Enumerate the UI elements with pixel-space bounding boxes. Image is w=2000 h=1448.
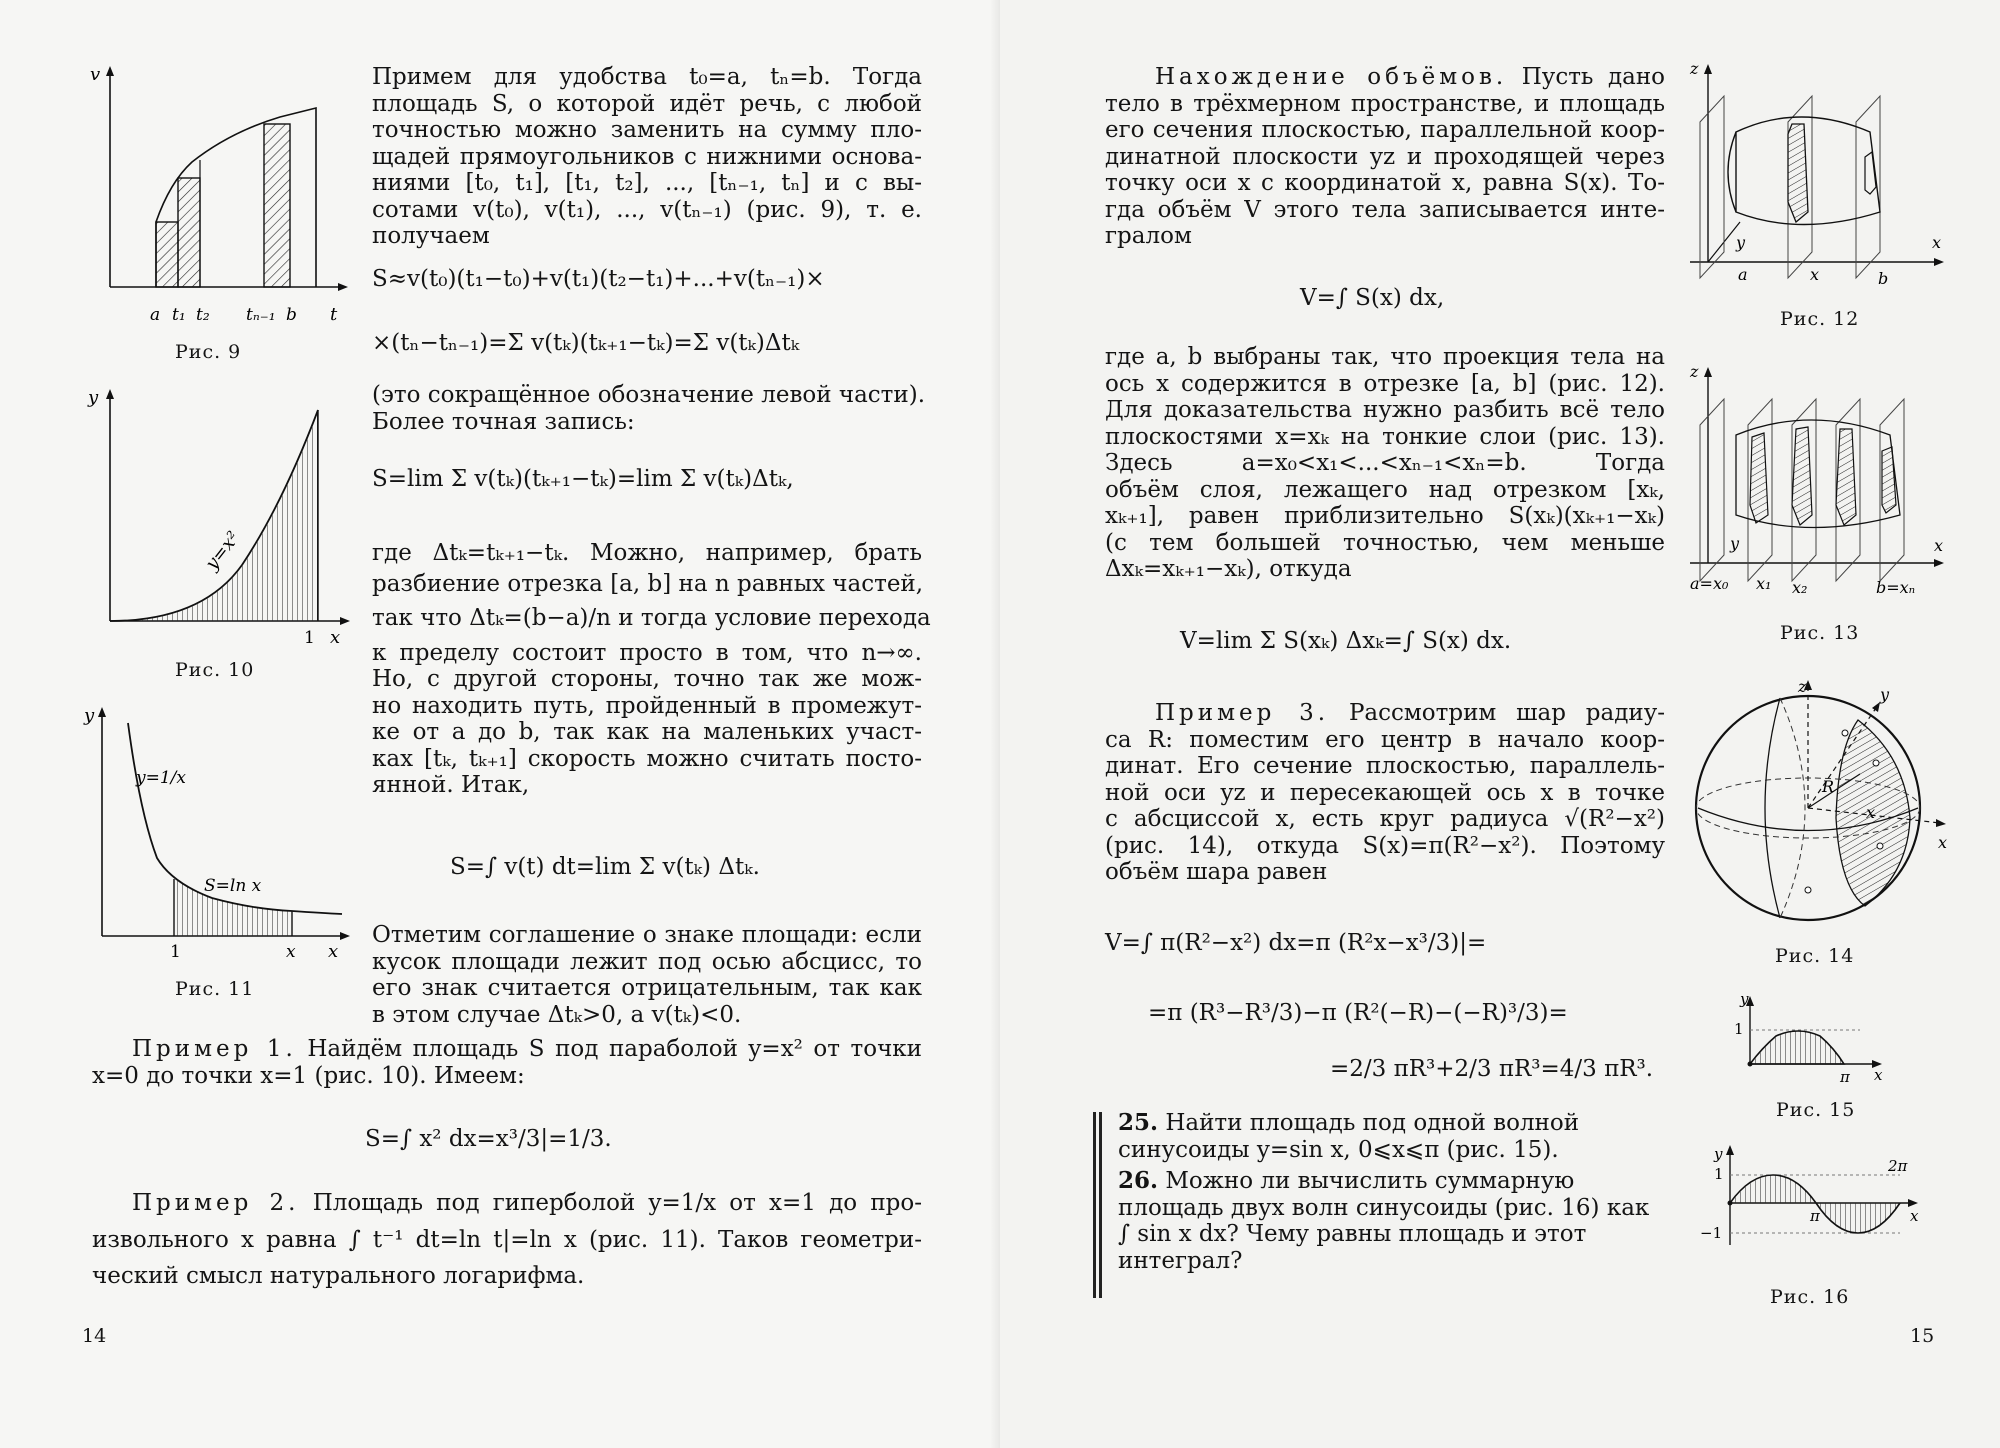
text-line: где Δtₖ=tₖ₊₁−tₖ. Можно, например, брать [372,540,922,566]
fig9-axis-x: t [330,304,338,325]
text-line: (это сокращённое обозначение левой части). [372,382,926,408]
exercise-bar [1099,1112,1102,1298]
example-3 [1105,700,1665,886]
volumes-line: Пусть дано [1521,64,1665,90]
formula-7-line-1: V=∫ π(R²−x²) dx=π (R²x−x³/3)|= [1105,930,1487,956]
text-line: его знак считается отрицательным, так как [372,975,922,1001]
text-line: сотами v(t₀), v(t₁), ..., v(tₙ₋₁) (рис. 9), т. е. [372,196,922,223]
exercise-26-line: Можно ли вычислить суммарную [1165,1168,1575,1194]
text-line: к пределу состоит просто в том, что n→∞. [372,639,922,666]
right-page [1000,0,2000,1448]
fig11-curve-label: y=1/x [136,768,186,788]
text-line: Примем для удобства t₀=a, tₙ=b. Тогда [372,64,922,90]
formula-5: V=∫ S(x) dx, [1300,285,1445,311]
fig10-tick-1: 1 [304,628,315,648]
text-line: ке от a до b, так как на маленьких участ- [372,719,922,745]
text-line: как ∫ sin x dx? Чему равны площадь [1118,1194,1650,1247]
text-line [92,1036,922,1063]
fig16-tick-pi: π [1810,1207,1820,1225]
text-line: получаем [372,223,490,249]
figure-13 [1680,362,1960,605]
text-line: точку оси x с координатой x, равна S(x). То- [1105,170,1665,196]
fig11-axis-x: x [328,941,339,962]
text-line: синусоиды y=sin x, 0⩽x⩽π (рис. 15). [1118,1136,1559,1163]
paragraph-4 [372,922,922,1028]
fig15-axis-y: y [1740,990,1749,1008]
figure-15 [1730,992,1890,1092]
figure-16 [1700,1145,1930,1265]
fig10-caption: Рис. 10 [175,659,255,681]
fig12-caption: Рис. 12 [1780,308,1860,330]
fig15-tick-1: 1 [1734,1020,1744,1038]
example-1-title: Пример 1. [132,1036,297,1062]
text-line: где a, b выбраны так, что проекция тела на [1105,344,1665,370]
volumes-title: Нахождение объёмов. [1155,64,1508,90]
fig9-tick-t2: t₂ [196,305,210,325]
formula-3: S=∫ v(t) dt=lim Σ v(tₖ) Δtₖ. [450,854,760,880]
fig16-axis-x: x [1910,1207,1919,1225]
exercise-bar [1093,1112,1096,1298]
fig13-axis-y: y [1730,534,1740,553]
text-line: объём шара равен [1105,859,1328,885]
text-line: динатной плоскости yz и проходящей через [1105,143,1665,170]
exercise-25-number: 25. [1118,1109,1159,1136]
text-line: площадь S, о которой идёт речь, с любой [372,90,922,117]
fig10-axis-y: y [88,387,99,408]
fig9-tick-b: b [286,305,297,325]
fig10-axis-x: x [330,627,341,648]
text-line [1118,1168,1574,1194]
paragraph-2 [372,382,926,435]
fig11-area-label: S=ln x [204,876,262,896]
text-line: (с тем большей точностью, чем меньше [1105,529,1665,556]
text-line [92,1190,922,1217]
formula-1-line-2: ×(tₙ−tₙ₋₁)=Σ v(tₖ)(tₖ₊₁−tₖ)=Σ v(tₖ)Δtₖ [372,330,800,356]
fig16-tick-minus-1: −1 [1700,1224,1723,1242]
fig12-axis-y: y [1736,233,1746,252]
text-line [1105,64,1665,91]
fig12-tick-a: a [1738,265,1748,284]
figure-10 [82,385,352,650]
text-line: Δxₖ=xₖ₊₁−xₖ), откуда [1105,556,1352,582]
text-line: Для доказательства нужно разбить всё тело [1105,397,1665,423]
fig14-label-x: x [1866,803,1876,822]
example-2-title: Пример 2. [132,1190,300,1216]
fig14-caption: Рис. 14 [1775,945,1855,967]
figure-12 [1680,59,1950,302]
fig16-tick-1: 1 [1714,1165,1724,1183]
fig13-axis-z: z [1690,362,1699,381]
fig9-caption: Рис. 9 [175,341,242,363]
figure-9 [80,62,350,332]
fig12-tick-b: b [1878,269,1889,288]
page-number-left: 14 [82,1325,107,1347]
fig14-axis-z: z [1798,677,1807,696]
fig10-curve-label: y=x² [201,527,245,575]
exercise-25 [1118,1110,1666,1163]
paragraph-5 [1105,344,1665,583]
text-line: Отметим соглашение о знаке площади: если [372,922,922,948]
text-line: щадей прямоугольников с нижними основа- [372,143,922,170]
fig9-tick-t1: t₁ [172,305,186,325]
paragraph-3 [372,540,931,799]
text-line: са R: поместим его центр в начало коор- [1105,726,1665,753]
page-number-right: 15 [1910,1325,1935,1347]
text-line: x=0 до точки x=1 (рис. 10). Имеем: [92,1062,525,1089]
text-line: (рис. 14), откуда S(x)=π(R²−x²). Поэтому [1105,832,1665,859]
text-line: точностью можно заменить на сумму пло- [372,117,922,143]
figure-11 [82,703,352,968]
text-line: в этом случае Δtₖ>0, а v(tₖ)<0. [372,1001,742,1028]
fig13-tick-x2: x₂ [1792,578,1808,597]
example-3-line: Рассмотрим шар радиу- [1348,700,1665,726]
example-1-line: Найдём площадь S под параболой y=x² от точки [307,1036,923,1062]
formula-4: S=∫ x² dx=x³/3|=1/3. [365,1126,612,1152]
fig13-tick-a: a=x₀ [1690,574,1729,593]
volumes-paragraph [1105,64,1665,250]
example-2-line: Площадь под гиперболой y=1/x от x=1 до про- [312,1190,922,1216]
text-line: его сечения плоскостью, параллельной коор- [1105,117,1665,143]
fig16-caption: Рис. 16 [1770,1286,1850,1308]
text-line: xₖ₊₁], равен приблизительно S(xₖ)(xₖ₊₁−xₖ) [1105,503,1665,529]
text-line: гда объём V этого тела записывается инте- [1105,196,1665,223]
formula-1-line-1: S≈v(t₀)(t₁−t₀)+v(t₁)(t₂−t₁)+...+v(tₙ₋₁)× [372,266,825,292]
formula-2: S=lim Σ v(tₖ)(tₖ₊₁−tₖ)=lim Σ v(tₖ)Δtₖ, [372,466,794,492]
text-line: Но, с другой стороны, точно так же мож- [372,666,922,692]
fig14-axis-y: y [1880,685,1890,704]
fig9-tick-tn1: tₙ₋₁ [246,305,276,325]
exercise-26 [1118,1168,1666,1274]
example-3-title: Пример 3. [1155,700,1330,726]
example-1 [92,1036,922,1089]
fig9-tick-a: a [150,305,161,325]
fig14-axis-x: x [1938,833,1948,852]
fig11-axis-y: y [84,705,95,726]
text-line: ческий смысл натурального логарифма. [92,1263,585,1289]
text-line [1118,1110,1579,1136]
fig12-axis-z: z [1690,59,1699,78]
fig12-axis-x: x [1932,233,1942,252]
fig11-tick-1: 1 [170,942,181,962]
paragraph-1 [372,64,922,250]
figure-14 [1690,678,1950,938]
fig14-label-R: R [1822,777,1835,796]
fig15-tick-pi: π [1840,1068,1850,1086]
fig9-axis-y: v [90,64,101,85]
text-line: ось x содержится в отрезке [a, b] (рис. 12). [1105,370,1665,397]
fig11-tick-x: x [286,942,296,962]
exercise-26-number: 26. [1118,1167,1159,1194]
fig13-caption: Рис. 13 [1780,622,1860,644]
text-line: динат. Его сечение плоскостью, параллель- [1105,753,1665,779]
text-line: разбиение отрезка [a, b] на n равных частей, [372,570,924,597]
formula-7-line-2: =π (R³−R³/3)−π (R²(−R)−(−R)³/3)= [1148,1000,1568,1026]
text-line: так что Δtₖ=(b−a)/n и тогда условие перехода [372,605,931,631]
text-line [1105,700,1665,727]
fig11-caption: Рис. 11 [175,978,255,1000]
example-2 [92,1190,922,1290]
fig16-tick-2pi: 2π [1888,1157,1908,1175]
text-line: с абсциссой x, есть круг радиуса √(R²−x²) [1105,806,1665,832]
text-line: Здесь a=x₀<x₁<...<xₙ₋₁<xₙ=b. Тогда [1105,450,1665,476]
text-line: и этот интеграл? [1118,1221,1587,1274]
text-line: но находить путь, пройденный в промежут- [372,692,922,719]
text-line: кусок площади лежит под осью абсцисс, то [372,948,922,975]
formula-7-line-3: =2/3 πR³+2/3 πR³=4/3 πR³. [1330,1056,1654,1082]
text-line: ниями [t₀, t₁], [t₁, t₂], ..., [tₙ₋₁, tₙ] и с вы- [372,170,922,196]
text-line: площадь двух волн синусоиды (рис. 16) [1118,1194,1600,1221]
text-line: гралом [1105,223,1192,249]
fig15-caption: Рис. 15 [1776,1099,1856,1121]
fig16-axis-y: y [1714,1145,1723,1163]
text-line: янной. Итак, [372,772,530,798]
text-line: объём слоя, лежащего над отрезком [xₖ, [1105,476,1665,503]
text-line: Более точная запись: [372,408,635,435]
formula-6: V=lim Σ S(xₖ) Δxₖ=∫ S(x) dx. [1180,628,1512,654]
text-line: ной оси yz и пересекающей ось x в точке [1105,779,1665,806]
text-line: ках [tₖ, tₖ₊₁] скорость можно считать посто- [372,745,922,772]
fig13-tick-b: b=xₙ [1876,578,1916,597]
exercise-25-line: Найти площадь под одной волной [1165,1110,1580,1136]
text-line: извольного x равна ∫ t⁻¹ dt=ln t|=ln x (рис. 11). Таков геометри- [92,1226,922,1253]
fig13-tick-x1: x₁ [1756,574,1772,593]
text-line: плоскостями x=xₖ на тонкие слои (рис. 13). [1105,423,1665,450]
fig12-tick-x: x [1810,265,1820,284]
fig15-axis-x: x [1874,1066,1883,1084]
fig13-axis-x: x [1934,536,1944,555]
text-line: тело в трёхмерном пространстве, и площадь [1105,90,1665,117]
